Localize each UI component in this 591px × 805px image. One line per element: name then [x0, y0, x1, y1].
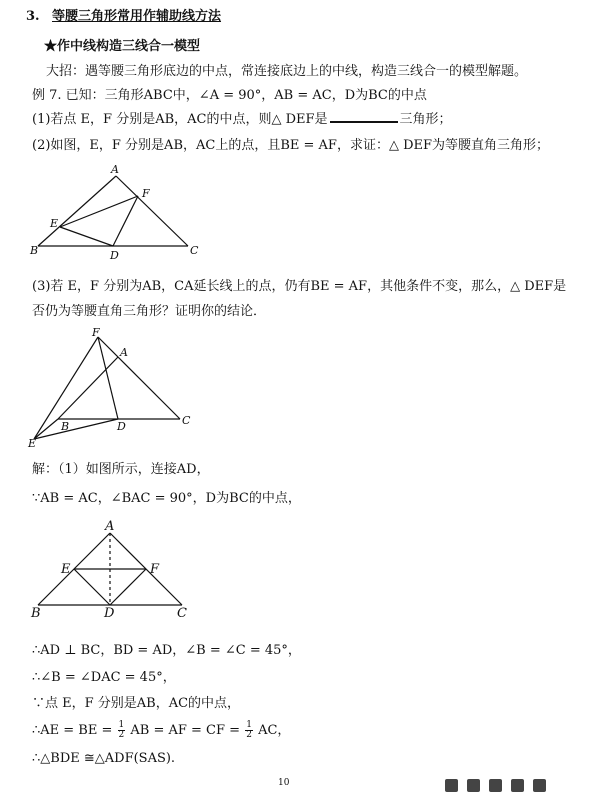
fraction-denominator-2: 2: [246, 730, 252, 740]
fig2-side-ab: [58, 357, 118, 419]
solution-line-5: ∵点 E，F 分别是AB，AC的中点，: [32, 696, 241, 711]
solution-line-3: ∴AD ⊥ BC，BD = AD，∠B = ∠C = 45°，: [32, 643, 301, 658]
section-number: 3.: [26, 9, 40, 24]
fig1-label-e: E: [50, 217, 59, 230]
fraction-one-half-2: [245, 721, 253, 740]
fig2-label-c: C: [182, 414, 191, 427]
fig3-label-d: D: [104, 606, 115, 621]
question-3-line-1: (3)若 E，F 分别为AB，CA延长线上的点，仍有BE = AF，其他条件不变，那么，△ DEF是: [32, 279, 567, 294]
fig1-label-d: D: [110, 249, 119, 262]
fig3-label-c: C: [177, 606, 187, 621]
question-1-text: (1)若点 E，F 分别是AB，AC的中点，则△ DEF是: [32, 112, 328, 127]
solution-line-2: ∵AB = AC，∠BAC = 90°，D为BC的中点，: [32, 491, 301, 506]
fig1-side-ac: [116, 176, 188, 246]
subsection-title: ★作中线构造三线合一模型: [44, 39, 201, 54]
fig1-side-ab: [38, 176, 116, 246]
fig1-label-b: B: [30, 244, 39, 257]
question-3-line-2: 否仍为等腰直角三角形？证明你的结论．: [32, 304, 267, 319]
watermark-logo: [445, 776, 573, 794]
fig3-label-a: A: [105, 519, 115, 534]
fig3-label-b: B: [31, 606, 41, 621]
example-intro: 例 7. 已知：三角形ABC中，∠A = 90°，AB = AC，D为BC的中点: [32, 88, 427, 103]
fig1-label-c: C: [190, 244, 199, 257]
fraction-numerator-2: 1: [246, 720, 252, 730]
fraction-one-half: [118, 721, 126, 740]
fraction-denominator: 2: [118, 730, 125, 740]
solution-line-6-part-c: AC，: [258, 723, 291, 738]
fig2-segment-fd: [98, 337, 118, 419]
fig3-segment-ed: [74, 569, 110, 605]
fig2-line-fc: [98, 337, 180, 419]
question-2: (2)如图，E，F 分别是AB，AC上的点，且BE = AF，求证：△ DEF为等腰直角三角形；: [32, 138, 550, 153]
fraction-numerator: 1: [118, 720, 125, 730]
fig2-label-f: F: [92, 326, 100, 339]
figure-3: [28, 517, 228, 621]
solution-line-7: ∴△BDE ≅△ADF(SAS).: [32, 751, 176, 766]
fig2-label-e: E: [28, 437, 37, 450]
fig1-label-a: A: [111, 163, 119, 176]
solution-line-6: [32, 721, 290, 740]
fig3-label-e: E: [61, 562, 71, 577]
fig1-segment-ef: [60, 196, 138, 227]
fig2-label-b: B: [61, 420, 70, 433]
tip-text: 大招：遇等腰三角形底边的中点，常连接底边上的中线，构造三线合一的模型解题。: [46, 64, 528, 79]
fig1-segment-ed: [60, 227, 113, 246]
figure-1: [30, 162, 230, 262]
solution-line-1: 解：（1）如图所示，连接AD，: [32, 462, 210, 477]
solution-line-6-part-b: AB = AF = CF =: [130, 723, 241, 738]
fig2-label-d: D: [117, 420, 126, 433]
solution-line-6-part-a: ∴AE = BE =: [32, 723, 113, 738]
question-1: [32, 111, 452, 129]
figure-2: [28, 326, 198, 450]
fig2-label-a: A: [120, 346, 128, 359]
fig1-label-f: F: [142, 187, 150, 200]
solution-line-4: ∴∠B = ∠DAC = 45°，: [32, 670, 176, 685]
answer-blank: [330, 111, 398, 123]
page-number: 10: [278, 778, 290, 788]
fig1-segment-fd: [113, 196, 138, 246]
fig3-label-f: F: [150, 562, 160, 577]
question-1-tail: 三角形；: [399, 112, 452, 127]
fig3-segment-fd: [110, 569, 146, 605]
section-title: 等腰三角形常用作辅助线方法: [52, 9, 222, 24]
